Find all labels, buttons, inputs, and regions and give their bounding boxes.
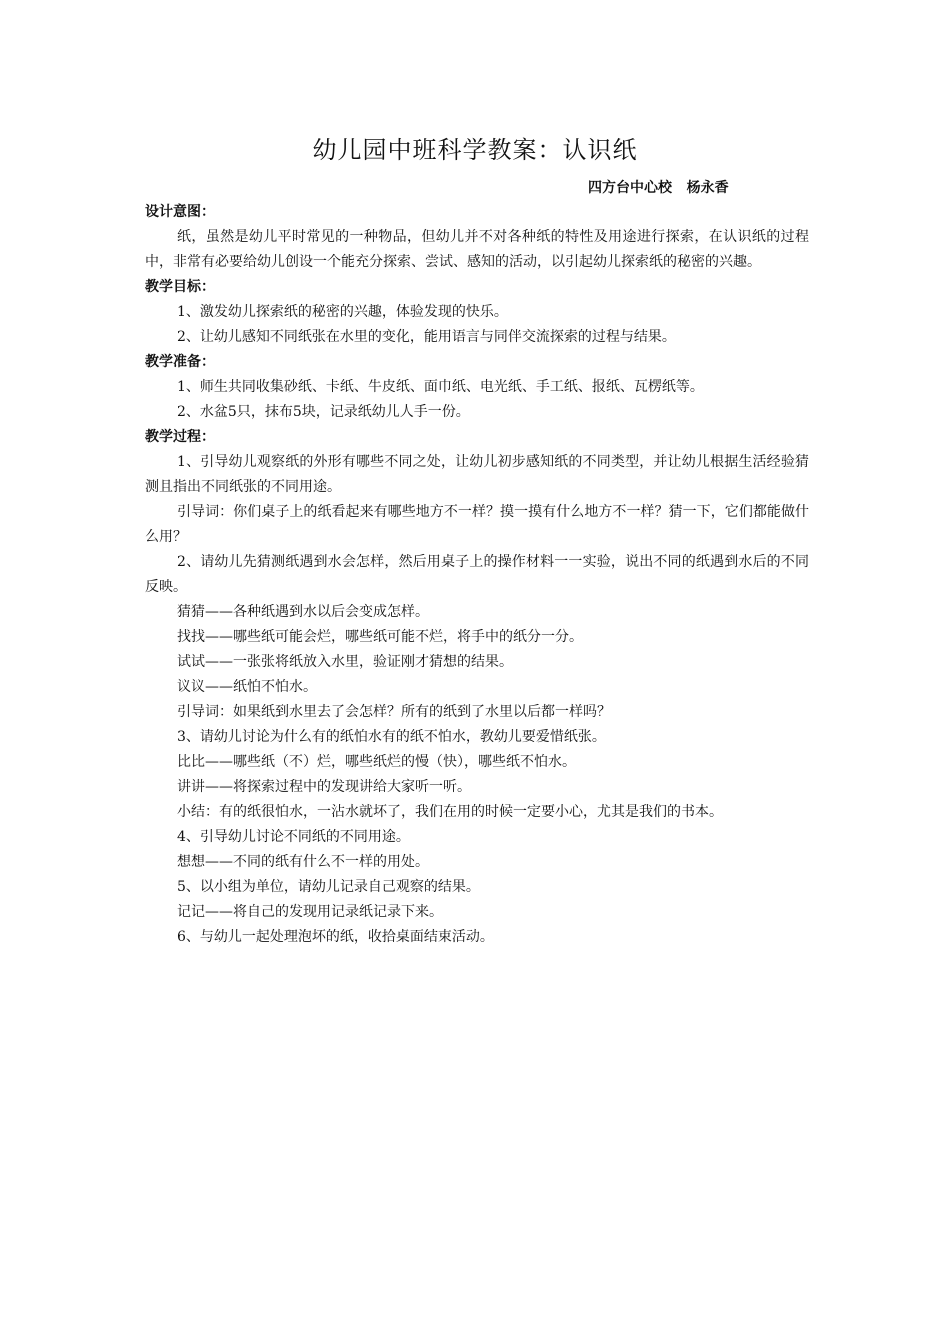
- process-line: 找找——哪些纸可能会烂，哪些纸可能不烂，将手中的纸分一分。: [177, 629, 583, 645]
- prep-item: 2、水盆5只，抹布5块，记录纸幼儿人手一份。: [177, 404, 470, 420]
- document-title: 幼儿园中班科学教案：认识纸: [312, 136, 638, 164]
- process-paragraph: 1、引导幼儿观察纸的外形有哪些不同之处，让幼儿初步感知纸的不同类型，并让幼儿根据生活经验猜测且指出不同纸张的不同用途。: [145, 454, 809, 495]
- author-line: 四方台中心校 杨永香: [588, 180, 729, 196]
- process-line: 引导词：如果纸到水里去了会怎样？所有的纸到了水里以后都一样吗？: [177, 704, 611, 720]
- section-heading-process: 教学过程：: [145, 429, 215, 445]
- process-line: 试试——一张张将纸放入水里，验证刚才猜想的结果。: [177, 654, 513, 670]
- process-line: 议议——纸怕不怕水。: [177, 679, 317, 695]
- document-body: [145, 200, 809, 950]
- process-line: 4、引导幼儿讨论不同纸的不同用途。: [177, 829, 410, 845]
- process-paragraph: 引导词：你们桌子上的纸看起来有哪些地方不一样？摸一摸有什么地方不一样？猜一下，它们都能做什么用？: [145, 504, 809, 545]
- process-paragraph: 2、请幼儿先猜测纸遇到水会怎样，然后用桌子上的操作材料一一实验，说出不同的纸遇到水后的不同反映。: [145, 554, 809, 595]
- goal-item: 1、激发幼儿探索纸的秘密的兴趣，体验发现的快乐。: [177, 304, 508, 320]
- process-line: 比比——哪些纸（不）烂，哪些纸烂的慢（快），哪些纸不怕水。: [177, 754, 576, 770]
- prep-item: 1、师生共同收集砂纸、卡纸、牛皮纸、面巾纸、电光纸、手工纸、报纸、瓦楞纸等。: [177, 379, 704, 395]
- process-line: 猜猜——各种纸遇到水以后会变成怎样。: [177, 604, 429, 620]
- section-heading-intent: 设计意图：: [145, 204, 215, 220]
- goal-item: 2、让幼儿感知不同纸张在水里的变化，能用语言与同伴交流探索的过程与结果。: [177, 329, 676, 345]
- section-heading-goals: 教学目标：: [145, 279, 215, 295]
- process-line: 讲讲——将探索过程中的发现讲给大家听一听。: [177, 779, 471, 795]
- section-heading-prep: 教学准备：: [145, 354, 215, 370]
- process-line: 6、与幼儿一起处理泡坏的纸，收拾桌面结束活动。: [177, 929, 494, 945]
- process-line: 3、请幼儿讨论为什么有的纸怕水有的纸不怕水，教幼儿要爱惜纸张。: [177, 729, 606, 745]
- process-line: 记记——将自己的发现用记录纸记录下来。: [177, 904, 443, 920]
- intent-paragraph: 纸，虽然是幼儿平时常见的一种物品，但幼儿并不对各种纸的特性及用途进行探索，在认识纸的过程中，非常有必要给幼儿创设一个能充分探索、尝试、感知的活动，以引起幼儿探索纸的秘密的兴趣。: [145, 229, 809, 270]
- process-line: 小结：有的纸很怕水，一沾水就坏了，我们在用的时候一定要小心，尤其是我们的书本。: [177, 804, 723, 820]
- process-line: 5、以小组为单位，请幼儿记录自己观察的结果。: [177, 879, 480, 895]
- process-line: 想想——不同的纸有什么不一样的用处。: [177, 854, 429, 870]
